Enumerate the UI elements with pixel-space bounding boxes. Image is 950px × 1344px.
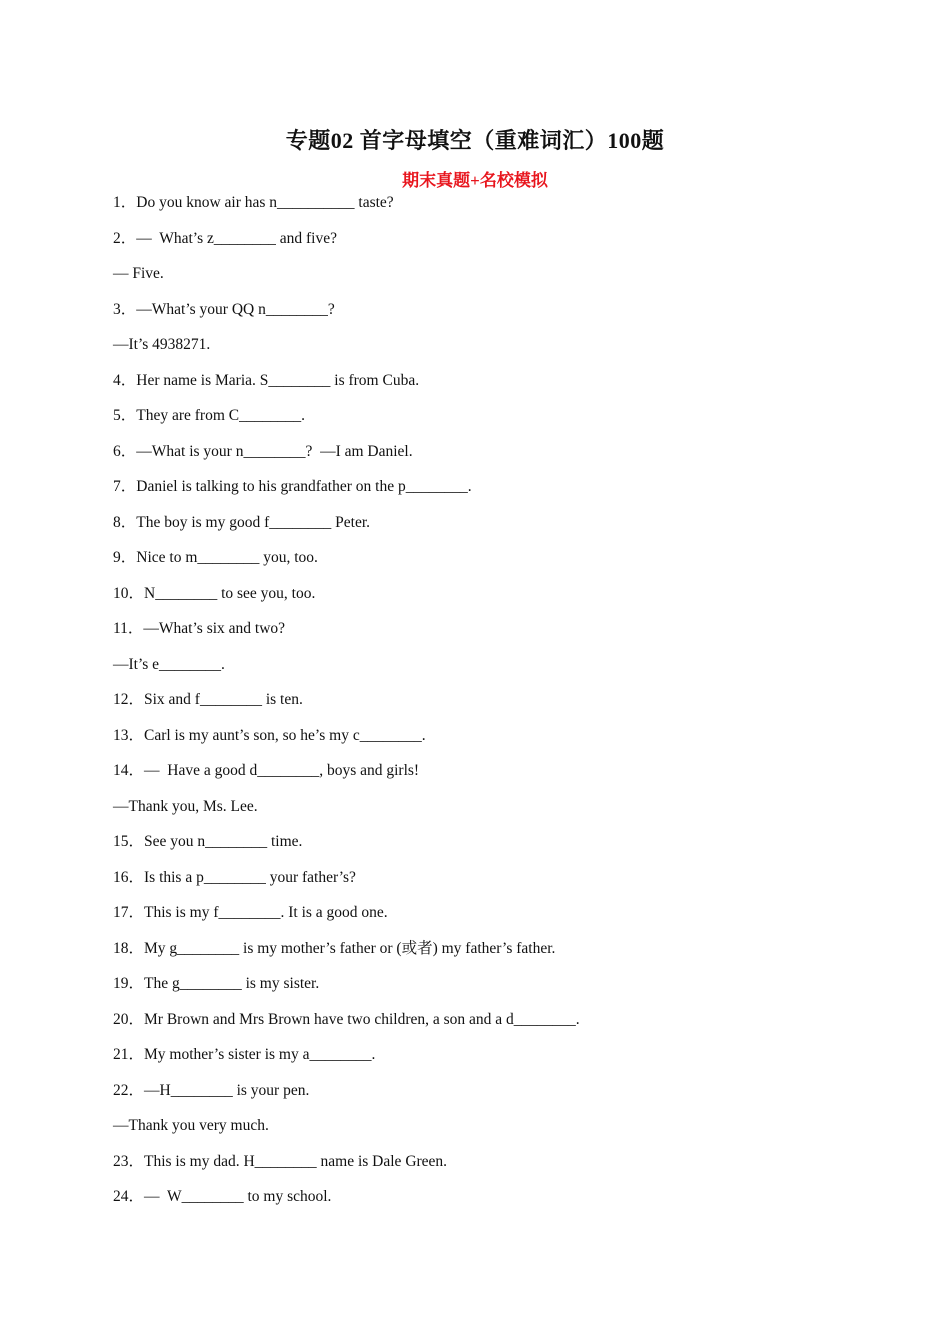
question-line: 12．Six and f________ is ten. xyxy=(113,691,303,708)
question-line: 15．See you n________ time. xyxy=(113,833,303,850)
question-line: 20．Mr Brown and Mrs Brown have two children, a son and a d________. xyxy=(113,1010,580,1028)
answer-line: —It’s e________. xyxy=(113,655,225,673)
question-line: 24．— W________ to my school. xyxy=(113,1188,332,1205)
question-line: 3．—What’s your QQ n________? xyxy=(113,300,335,318)
document-subtitle: 期末真题+名校模拟 xyxy=(402,171,548,190)
question-line: 2．— What’s z________ and five? xyxy=(113,229,337,247)
question-line: 13．Carl is my aunt’s son, so he’s my c________. xyxy=(113,726,426,744)
question-line: 4．Her name is Maria. S________ is from Cuba. xyxy=(113,371,420,389)
question-line: 21．My mother’s sister is my a________. xyxy=(113,1046,376,1063)
question-line: 5．They are from C________. xyxy=(113,407,305,424)
answer-line: —It’s 4938271. xyxy=(113,336,211,353)
question-line: 8．The boy is my good f________ Peter. xyxy=(113,513,371,531)
question-line: 1．Do you know air has n__________ taste? xyxy=(113,194,394,211)
question-line: 10．N________ to see you, too. xyxy=(113,584,316,602)
question-line: 22．—H________ is your pen. xyxy=(113,1081,310,1099)
question-line: 9．Nice to m________ you, too. xyxy=(113,549,318,566)
question-line: 18．My g________ is my mother’s father or (或者) my father’s father. xyxy=(113,939,556,957)
answer-line: — Five. xyxy=(113,265,164,282)
document-title: 专题02 首字母填空（重难词汇）100题 xyxy=(285,128,665,153)
question-line: 7．Daniel is talking to his grandfather on the p________. xyxy=(113,478,472,495)
question-line: 17．This is my f________. It is a good one. xyxy=(113,904,388,921)
question-line: 19．The g________ is my sister. xyxy=(113,975,320,992)
question-line: 23．This is my dad. H________ name is Dale Green. xyxy=(113,1152,448,1170)
question-line: 11．—What’s six and two? xyxy=(113,620,286,637)
question-line: 14．— Have a good d________, boys and girls! xyxy=(113,762,420,779)
question-line: 6．—What is your n________? —I am Daniel. xyxy=(113,442,413,460)
question-list xyxy=(113,185,873,1215)
answer-line: —Thank you very much. xyxy=(113,1117,269,1134)
answer-line: —Thank you, Ms. Lee. xyxy=(113,797,258,815)
question-line: 16．Is this a p________ your father’s? xyxy=(113,868,356,886)
